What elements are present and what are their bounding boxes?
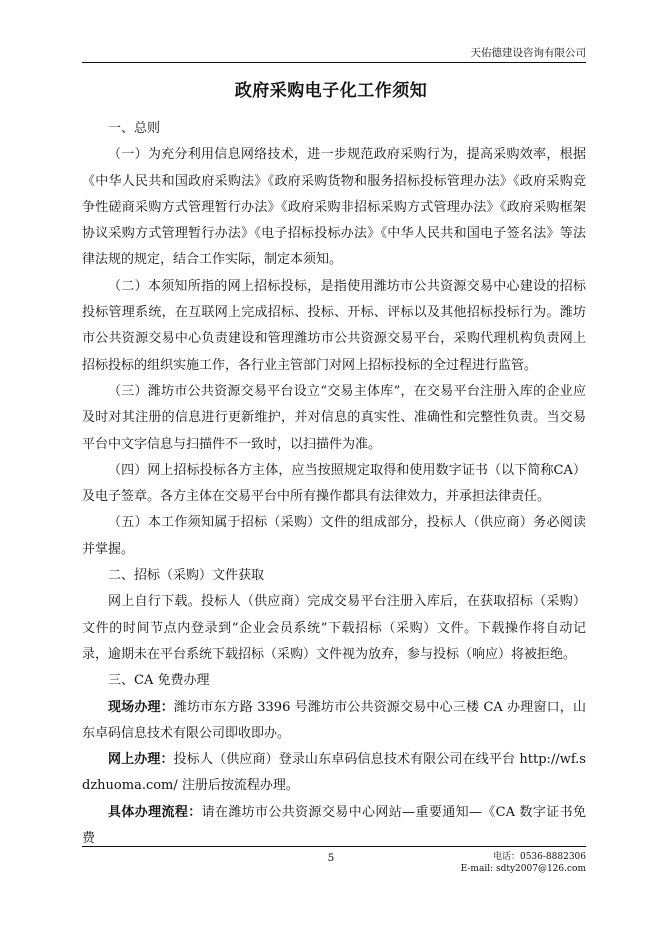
paragraph-onsite xyxy=(82,695,586,748)
online-label: 网上办理： xyxy=(108,752,174,768)
document-title: 政府采购电子化工作须知 xyxy=(234,81,428,101)
section-heading-general: 一、总则 xyxy=(108,121,161,136)
paragraph-process xyxy=(82,800,586,853)
paragraph-5: （五）本工作须知属于招标（采购）文件的组成部分，投标人（供应商）务必阅读并掌握。 xyxy=(82,515,586,557)
header-rule xyxy=(82,62,586,63)
paragraph-6: 网上自行下载。投标人（供应商）完成交易平台注册入库后，在获取招标（采购）文件的时间节点内登录到“企业会员系统”下载招标（采购）文件。下载操作将自动记录，逾期未在平台系统下载招标（采购）文件视为放弃，参与投标（响应）将被拒绝。 xyxy=(82,594,586,662)
section-heading-documents: 二、招标（采购）文件获取 xyxy=(108,568,265,584)
online-text: 投标人（供应商）登录山东卓码信息技术有限公司在线平台 http://wf.sdzhuoma.com/ 注册后按流程办理。 xyxy=(82,752,586,794)
section-heading-ca: 三、CA 免费办理 xyxy=(108,673,210,689)
process-label: 具体办理流程： xyxy=(108,804,202,820)
footer-email: E-mail: sdty2007@126.com xyxy=(460,864,586,874)
onsite-label: 现场办理： xyxy=(108,699,174,715)
page-number: 5 xyxy=(327,852,335,864)
document-body xyxy=(82,116,586,852)
footer-rule xyxy=(82,846,586,847)
paragraph-1: （一）为充分利用信息网络技术，进一步规范政府采购行为，提高采购效率，根据《中华人民共和国政府采购法》《政府采购货物和服务招标投标管理办法》《政府采购竞争性磋商采购方式管理暂行办法》《政府采购非招标采购方式管理办法》《政府采购框架协议采购方式管理暂行办法》《电子招标投标办法》《中华人民共和国电子签名法》等法律法规的规定，结合工作实际，制定本须知。 xyxy=(82,147,586,268)
footer-contact xyxy=(461,851,586,875)
footer-phone: 电话：0536-8882306 xyxy=(492,852,586,862)
paragraph-2: （二）本须知所指的网上招标投标，是指使用潍坊市公共资源交易中心建设的招标投标管理系统，在互联网上完成招标、投标、开标、评标以及其他招标投标行为。潍坊市公共资源交易中心负责建设和管理潍坊市公共资源交易平台，采购代理机构负责网上招标投标的组织实施工作，各行业主管部门对网上招标投标的全过程进行监管。 xyxy=(82,278,586,373)
paragraph-online xyxy=(82,747,586,800)
onsite-text: 潍坊市东方路 3396 号潍坊市公共资源交易中心三楼 CA 办理窗口，山东卓码信息技术有限公司即收即办。 xyxy=(82,699,586,741)
paragraph-4: （四）网上招标投标各方主体，应当按照规定取得和使用数字证书（以下简称CA）及电子签章。各方主体在交易平台中所有操作都具有法律效力，并承担法律责任。 xyxy=(82,462,586,505)
header-company: 天佑德建设咨询有限公司 xyxy=(470,47,586,59)
process-text: 请在潍坊市公共资源交易中心网站—重要通知—《CA 数字证书免费 xyxy=(82,804,586,847)
paragraph-3: （三）潍坊市公共资源交易平台设立“交易主体库”，在交易平台注册入库的企业应及时对其注册的信息进行更新维护，并对信息的真实性、准确性和完整性负责。当交易平台中文字信息与扫描件不一致时，以扫描件为准。 xyxy=(82,383,586,452)
